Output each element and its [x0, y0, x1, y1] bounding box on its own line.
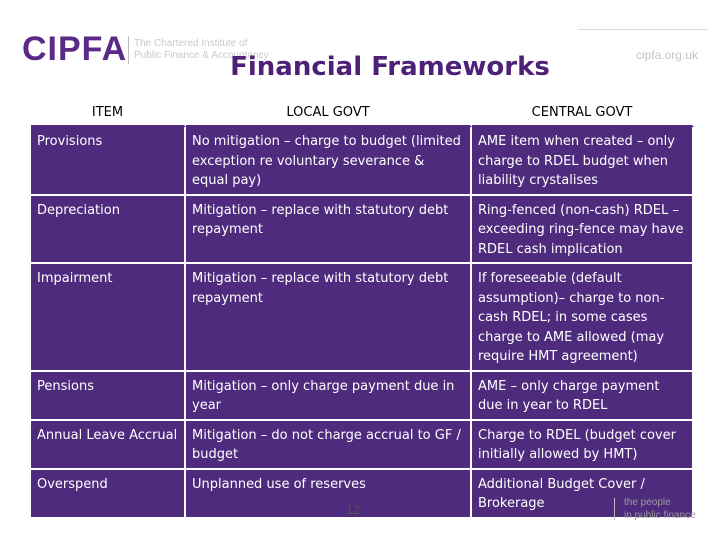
slide-title: Financial Frameworks [230, 52, 550, 82]
column-header-central-govt: CENTRAL GOVT [472, 99, 694, 127]
row-central-govt: AME – only charge payment due in year to RDEL [472, 372, 694, 421]
logo-subtitle-line2: Public Finance & Accountancy [134, 50, 269, 61]
row-central-govt: If foreseeable (default assumption)– charge to non-cash RDEL; in some cases charge to AME allowed (may require HMT agreement) [472, 264, 694, 372]
row-central-govt: Ring-fenced (non-cash) RDEL – exceeding ring-fence may have RDEL cash implication [472, 196, 694, 265]
website-url: cipfa.org.uk [635, 48, 698, 62]
column-header-local-govt: LOCAL GOVT [186, 99, 472, 127]
row-item: Provisions [31, 127, 186, 196]
table-header-row [31, 99, 694, 127]
table-row [31, 264, 694, 372]
row-item: Pensions [31, 372, 186, 421]
row-item: Annual Leave Accrual [31, 421, 186, 470]
row-item: Impairment [31, 264, 186, 372]
row-central-govt: AME item when created – only charge to RDEL budget when liability crystalises [472, 127, 694, 196]
row-local-govt: Mitigation – replace with statutory debt repayment [186, 264, 472, 372]
row-item: Overspend [31, 470, 186, 519]
logo-wordmark: CIPFA [22, 30, 128, 68]
row-local-govt: Mitigation – do not charge accrual to GF / budget [186, 421, 472, 470]
table-row [31, 127, 694, 196]
column-header-item: ITEM [31, 99, 186, 127]
tagline-line2: in public finance [624, 510, 696, 521]
header-decoration [577, 0, 720, 30]
tagline-divider [614, 498, 615, 520]
row-central-govt: Additional Budget Cover / Brokerage [472, 470, 694, 519]
logo-subtitle-line1: The Chartered Institute of [134, 38, 248, 49]
table-row [31, 196, 694, 265]
footer-tagline [624, 496, 696, 522]
row-central-govt: Charge to RDEL (budget cover initially allowed by HMT) [472, 421, 694, 470]
row-local-govt: No mitigation – charge to budget (limited exception re voluntary severance & equal pay) [186, 127, 472, 196]
table-row [31, 421, 694, 470]
row-local-govt: Mitigation – replace with statutory debt repayment [186, 196, 472, 265]
row-local-govt: Mitigation – only charge payment due in year [186, 372, 472, 421]
frameworks-table [31, 99, 694, 519]
page-number: 12 [346, 503, 360, 517]
table-row [31, 372, 694, 421]
tagline-line1: the people [624, 497, 671, 508]
row-item: Depreciation [31, 196, 186, 265]
row-local-govt: Unplanned use of reserves [186, 470, 472, 519]
